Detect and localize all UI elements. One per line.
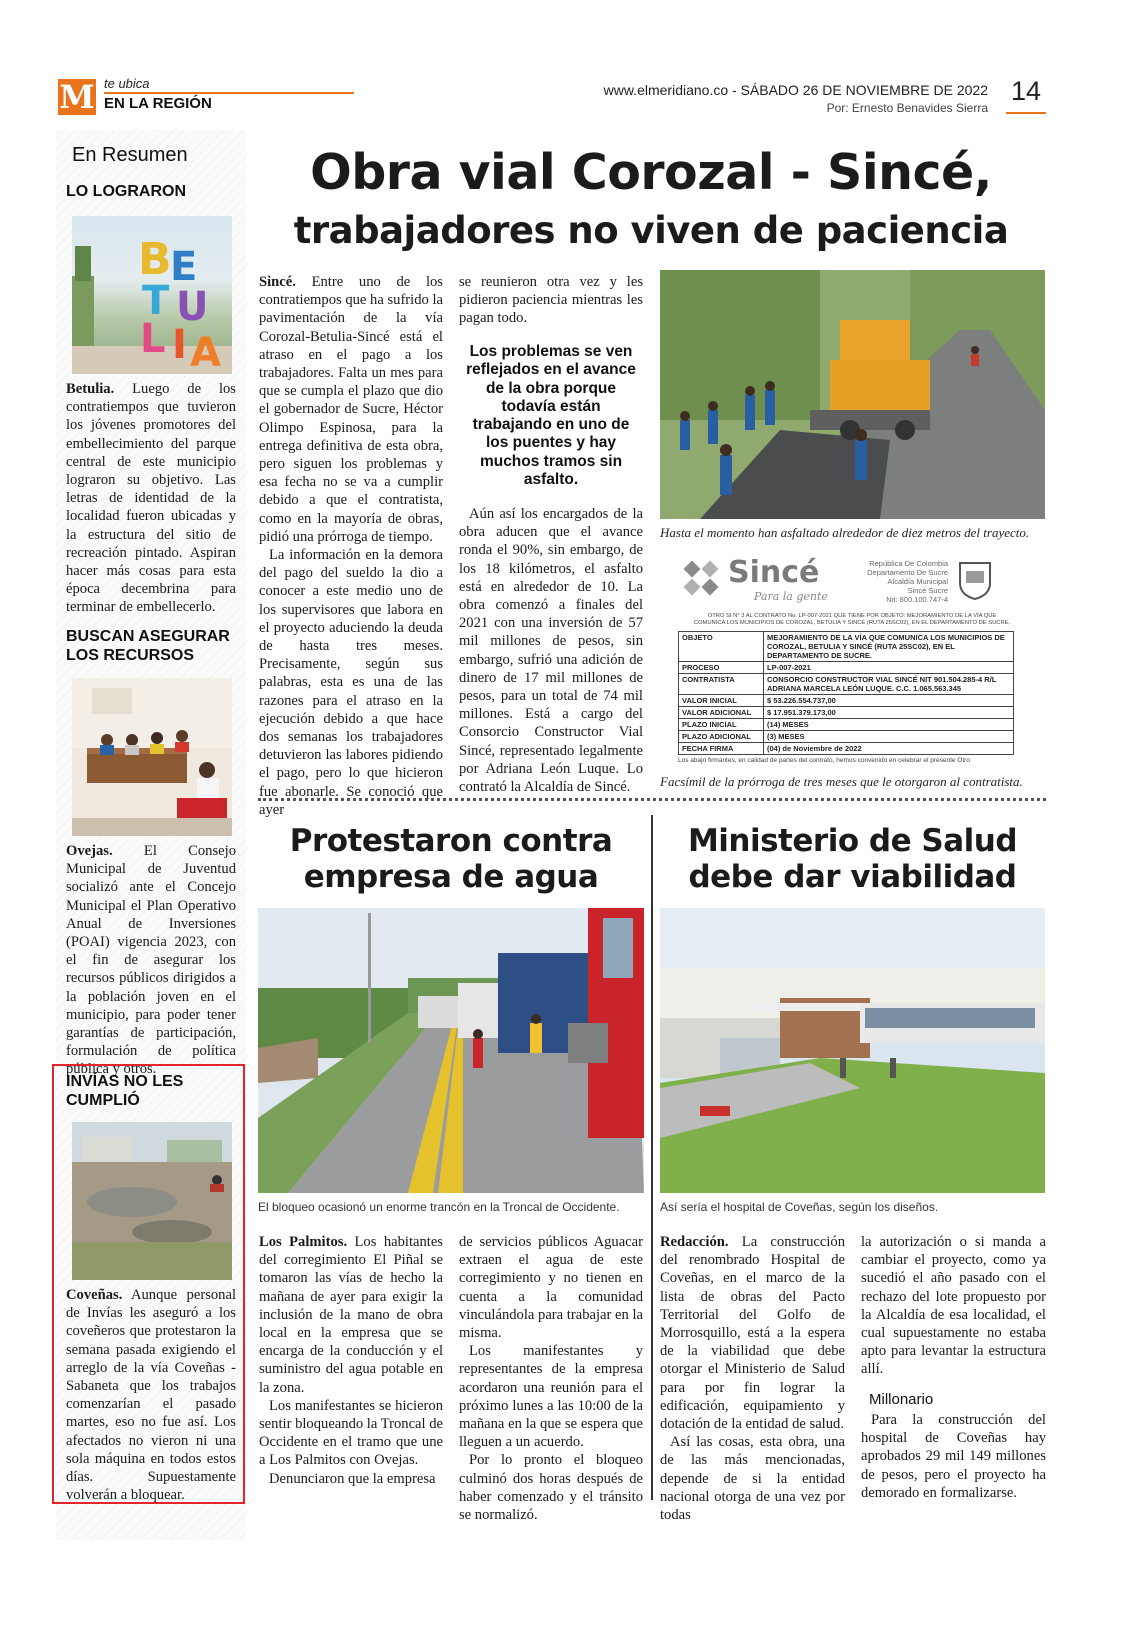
svg-text:A: A xyxy=(190,330,221,374)
contract-table-row xyxy=(679,674,1014,695)
contract-table-row xyxy=(679,731,1014,743)
paving-photo-caption: Hasta el momento han asfaltado alrededor de diez metros del trayecto. xyxy=(660,525,1030,540)
contract-table-value: LP-007-2021 xyxy=(764,662,1014,674)
sidebar-text-2: Ovejas. El Consejo Municipal de Juventud socializó ante el Concejo Municipal el Plan Operativo Anual de Inversiones (POAI) vigencia 2023, con el fin de asegurar los recursos públicos dirigidos a la población joven en el municipio, para poder tener garantías de participación, formulación de política pública y otros. xyxy=(66,843,236,1078)
section-divider xyxy=(258,798,1046,801)
paving-photo xyxy=(660,270,1045,519)
water-col1: Los Palmitos. Los habitantes del corregimiento El Piñal se tomaron las vías de hecho la mañana de ayer para exigir la inclusión de la mano de obra local en la empresa que se encarga de la conducción y el suministro del agua potable en la zona. Los manifestantes se hicieron sentir bloqueando la Troncal de Occidente en el tramo que une a Los Palmitos con Ovejas. Denunciaron que la empresa xyxy=(259,1234,444,1487)
main-col2-bottom: Aún así los encargados de la obra aducen que el avance ronda el 90%, sin embargo, de los 18 kilómetros, el asfalto está en alrededor de 10. La obra comenzó a finales del 2021 con una inversión de 57 mil millones de pesos, sin embargo, sufrió una adición de dinero de 17 mil millones de pesos, para un total de 74 mil millones. Está a cargo del Consorcio Constructor Vial Sincé, representado legalmente por Adriana León Luque. Lo contrató la Alcaldía de Sincé. xyxy=(459,506,643,796)
sidebar-text-3: Coveñas. Aunque personal de Invías les aseguró a los coveñeros que protestaron la semana pasada exigiendo el arreglo de la vía Coveñas - Sabaneta que los trabajos comenzarían el pasado martes, eso no fue así. Los afectados no vieron ni una sola máquina en todos estos días. Supuestamente volverán a bloquear. xyxy=(66,1287,236,1504)
svg-text:U: U xyxy=(176,284,209,330)
page-header xyxy=(56,76,1090,122)
dateline: www.elmeridiano.co - SÁBADO 26 DE NOVIEMBRE DE 2022 xyxy=(603,82,988,98)
water-headline-1: Protestaron contra xyxy=(289,823,613,859)
sidebar-heading-3: INVÍAS NO LES CUMPLIÓ xyxy=(66,1073,184,1109)
column-divider xyxy=(651,815,653,1500)
blockade-photo xyxy=(258,908,644,1193)
main-headline-1: Obra vial Corozal - Sincé, xyxy=(310,144,992,201)
contract-table-key: FECHA FIRMA xyxy=(679,743,764,755)
health-headline-2: debe dar viabilidad xyxy=(688,859,1017,895)
contract-table-value: $ 17.951.379.173,00 xyxy=(764,707,1014,719)
water-headline-2: empresa de agua xyxy=(303,859,599,895)
contract-table-value: CONSORCIO CONSTRUCTOR VIAL SINCÉ NIT 901.504.285-4 R/L ADRIANA MARCELA LEÓN LUQUE. C.C. 1.065.563.345 xyxy=(764,674,1014,695)
svg-text:B: B xyxy=(138,234,172,285)
contract-table-value: (3) MESES xyxy=(764,731,1014,743)
contract-table-value: (04) de Noviembre de 2022 xyxy=(764,743,1014,755)
sinc-logo-text: Sincé xyxy=(728,555,820,590)
contract-table-value: MEJORAMIENTO DE LA VÍA QUE COMUNICA LOS MUNICIPIOS DE COROZAL, BETULIA Y SINCÉ (RUTA 25SC02), EN EL DEPARTAMENTO DE SUCRE. xyxy=(764,632,1014,662)
shield-icon xyxy=(956,559,994,601)
hospital-render-photo xyxy=(660,908,1045,1193)
svg-text:T: T xyxy=(142,278,170,324)
main-col2-top: se reunieron otra vez y les pidieron paciencia mientras les pagan todo. xyxy=(459,274,643,327)
contract-table-value: $ 53.226.554.737,00 xyxy=(764,695,1014,707)
paving-machine-illustration xyxy=(660,270,1045,519)
contract-table-key: PLAZO ADICIONAL xyxy=(679,731,764,743)
contract-table-row xyxy=(679,707,1014,719)
damaged-road-illustration xyxy=(72,1122,232,1280)
contract-table xyxy=(678,631,1014,755)
water-col2: de servicios públicos Aguacar extraen el agua de este corregimiento y no tienen en cuenta a la comunidad vinculándola para trabajar en la misma. Los manifestantes y representantes de la empresa acordaron una reunión para el próximo lunes a las 10:00 de la mañana en la que se espera que lleguen a un acuerdo. Por lo pronto el bloqueo culminó dos horas después de haber comenzado y el tránsito se normalizó. xyxy=(459,1234,643,1524)
betulia-photo xyxy=(72,216,232,374)
facsimile-caption: Facsímil de la prórroga de tres meses que le otorgaron al contratista. xyxy=(660,774,1023,789)
sidebar-text-1: Betulia. Luego de los contratiempos que tuvieron los jóvenes promotores del embellecimiento del parque central de este municipio lograron su objetivo. Las letras de identidad de la localidad fueron ubicadas y la estructura del sitio de recreación pintado. Aspiran hacer más cosas para esta época decembrina para terminar de embellecerlo. xyxy=(66,381,236,616)
contract-table-row xyxy=(679,695,1014,707)
contract-table-row xyxy=(679,719,1014,731)
health-col1: Redacción. La construcción del renombrado Hospital de Coveñas, en el marco de la lista de obras del Pacto Territorial del Golfo de Morrosquillo, está a la espera de la viabilidad que debe otorgar el Ministerio de Salud para por fin lograr la edificación, equipamiento y dotación de la entidad de salud. Así las cosas, esta obra, una de las más mencionadas, depende de si la entidad nacional otorga de una vez por todas xyxy=(660,1234,845,1524)
facsimile-footer: Los abajo firmantes, en calidad de partes del contrato, hemos convenido en celebrar el presente Otro xyxy=(678,757,970,764)
contract-table-row xyxy=(679,743,1014,755)
sidebar-heading-2: BUSCAN ASEGURAR LOS RECURSOS xyxy=(66,628,230,664)
coat-of-arms-icon xyxy=(956,559,994,601)
ovejas-photo xyxy=(72,678,232,836)
hospital-illustration xyxy=(660,908,1045,1193)
main-headline-2: trabajadores no viven de paciencia xyxy=(293,209,1009,252)
blockade-photo-caption: El bloqueo ocasionó un enorme trancón en la Troncal de Occidente. xyxy=(258,1200,620,1214)
pull-quote: Los problemas se ven reflejados en el avance de la obra porque todavía están trabajando en uno de los puentes y hay muchos tramos sin asfalto. xyxy=(466,343,636,489)
page-number-rule xyxy=(1006,112,1046,114)
main-col1: Sincé. Entre uno de los contratiempos que ha sufrido la pavimentación de la vía Corozal-Betulia-Sincé está el atraso en el pago a los trabajadores. Falta un mes para que se cumpla el plazo que dio el gobernador de Sucre, Héctor Olimpo Espinosa, para la entrega definitiva de esta obra, pero siguen los problemas y esa fecha no se va a cumplir debido a que el contratista, como en la mayoría de obras, pidió una prórroga de tiempo. La información en la demora del pago del sueldo la dio a conocer a este medio uno de los supervisores que labora en el proyecto aduciendo la deuda de hasta tres meses. Precisamente, según sus palabras, esta es una de las razones para el atraso en la ejecución debido a que hace dos semanas los trabajadores detuvieron las labores pidiendo el pago, pero lo que hicieron fue abonarle. Se conoció que ayer xyxy=(259,274,443,818)
health-subhead: Millonario xyxy=(869,1391,934,1408)
sidebar-heading-1: LO LOGRARON xyxy=(66,183,186,200)
contract-table-value: (14) MESES xyxy=(764,719,1014,731)
facsimile-intro: OTRO SI N° 3 AL CONTRATO No. LP-007-2021 QUE TIENE POR OBJETO: MEJORAMIENTO DE LA VÍA QUE COMUNICA LOS MUNICIPIOS DE COROZAL, BETULIA Y SINCÉ (RUTA 25SC02), EN EL DEPARTAMENTO DE SUCRE. xyxy=(693,613,1011,626)
contract-table-row xyxy=(679,632,1014,662)
hospital-photo-caption: Así sería el hospital de Coveñas, según los diseños. xyxy=(660,1200,939,1214)
contract-table-key: PROCESO xyxy=(679,662,764,674)
sinc-logo-sub: Para la gente xyxy=(754,590,828,603)
contract-table-key: OBJETO xyxy=(679,632,764,662)
sinc-logo-icon xyxy=(682,559,724,601)
section-name: EN LA REGIÓN xyxy=(104,95,212,112)
gov-lines: República De Colombia Departamento De Sucre Alcaldía Municipal Sincé Sucre Nit: 800.100.747-4 xyxy=(867,559,948,604)
section-rule xyxy=(104,92,354,94)
health-col2-bottom: Para la construcción del hospital de Coveñas hay aprobados 29 mil 149 millones de pesos, pero el proyecto ha demorado en formalizarse. xyxy=(861,1412,1046,1501)
svg-text:L: L xyxy=(140,316,166,362)
contract-table-row xyxy=(679,662,1014,674)
section-tag: te ubica xyxy=(104,76,150,91)
facsimile-document xyxy=(670,553,1022,771)
betulia-letters-illustration xyxy=(72,216,232,374)
health-headline-1: Ministerio de Salud xyxy=(687,823,1018,859)
health-col2: la autorización o si manda a cambiar el proyecto, como ya sucedió el año pasado con el rechazo del lote propuesto por la Alcaldía de esa localidad, el cual supuestamente no estaba apto para levantar la estructura allí. xyxy=(861,1234,1046,1378)
covenas-road-photo xyxy=(72,1122,232,1280)
contract-table-key: VALOR ADICIONAL xyxy=(679,707,764,719)
contract-table-key: PLAZO INICIAL xyxy=(679,719,764,731)
contract-table-key: CONTRATISTA xyxy=(679,674,764,695)
svg-text:E: E xyxy=(170,244,198,290)
contract-table-key: VALOR INICIAL xyxy=(679,695,764,707)
svg-text:I: I xyxy=(172,322,187,368)
sidebar-title: En Resumen xyxy=(72,144,188,166)
page-number: 14 xyxy=(1010,76,1042,106)
byline: Por: Ernesto Benavides Sierra xyxy=(826,101,988,115)
road-blockade-illustration xyxy=(258,908,644,1193)
meeting-illustration xyxy=(72,678,232,836)
sinc-logo-mark xyxy=(682,559,724,601)
logo: M xyxy=(59,78,95,116)
